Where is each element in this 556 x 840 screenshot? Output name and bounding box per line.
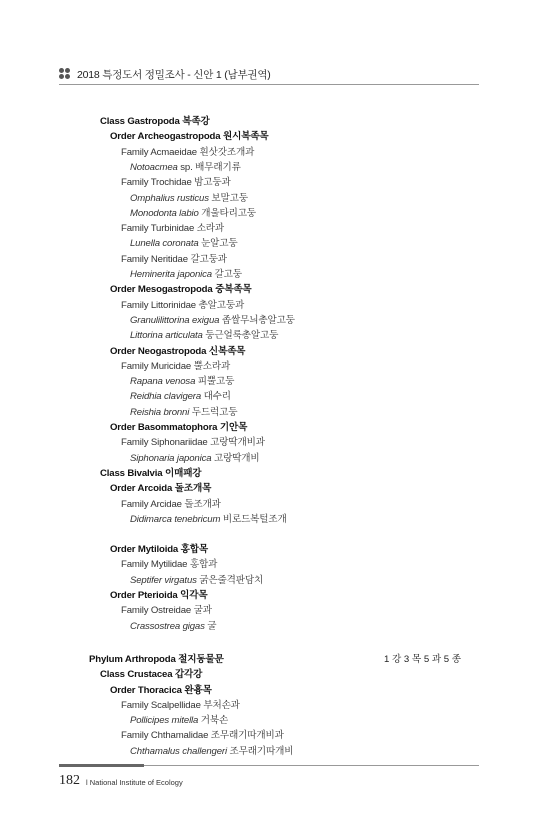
taxon-korean-name: 원시복족목 bbox=[222, 131, 269, 143]
taxon-name: Family Neritidae bbox=[121, 253, 188, 265]
taxon-line bbox=[130, 746, 293, 758]
taxon-line bbox=[130, 315, 295, 327]
taxon-line bbox=[121, 700, 240, 712]
taxon-korean-name: 피뿔고둥 bbox=[197, 376, 235, 388]
taxon-line bbox=[110, 131, 269, 143]
taxon-korean-name: 갑각강 bbox=[174, 669, 203, 681]
taxon-korean-name: 완흉목 bbox=[184, 684, 212, 696]
taxon-korean-name: 총알고둥과 bbox=[198, 299, 245, 311]
taxon-line bbox=[110, 590, 207, 602]
taxon-line bbox=[89, 654, 224, 666]
taxon-line bbox=[110, 544, 208, 556]
taxon-korean-name: 좁쌀무늬총알고둥 bbox=[221, 314, 295, 326]
taxon-line bbox=[121, 559, 217, 571]
taxon-korean-name: 갈고둥 bbox=[214, 269, 242, 280]
taxon-korean-name: 이매패강 bbox=[164, 467, 202, 479]
taxon-name: Crassostrea gigas bbox=[130, 620, 205, 632]
taxon-name: Monodonta labio bbox=[130, 207, 199, 219]
taxon-korean-name: 기안목 bbox=[219, 422, 248, 433]
taxon-line bbox=[130, 575, 263, 587]
page-number: 182 bbox=[59, 773, 80, 788]
taxon-name: Family Acmaeidae bbox=[121, 146, 197, 158]
taxon-name: Family Littorinidae bbox=[121, 299, 196, 311]
taxon-korean-name: 둥근얼룩총알고둥 bbox=[205, 330, 279, 342]
taxon-korean-name: 보말고둥 bbox=[211, 192, 248, 204]
taxon-korean-name: 거북손 bbox=[200, 715, 229, 727]
taxon-name: Family Mytilidae bbox=[121, 559, 188, 571]
taxon-korean-name: 개울타리고둥 bbox=[201, 207, 256, 219]
taxon-name: Order Pterioida bbox=[110, 590, 178, 601]
taxon-line bbox=[121, 254, 227, 266]
taxon-name: Order Mesogastropoda bbox=[110, 284, 213, 296]
taxon-line bbox=[130, 391, 231, 403]
taxon-korean-name: 소라과 bbox=[196, 223, 225, 235]
taxon-name: Omphalius rusticus bbox=[130, 192, 209, 204]
taxon-korean-name: 부처손과 bbox=[203, 699, 240, 711]
taxon-name: Septifer virgatus bbox=[130, 574, 197, 586]
taxon-korean-name: 홍합목 bbox=[180, 544, 208, 556]
taxon-name: Chthamalus challengeri bbox=[130, 745, 227, 757]
taxon-line bbox=[110, 422, 247, 434]
taxon-name: Order Archeogastropoda bbox=[110, 131, 221, 143]
taxon-name: Order Mytiloida bbox=[110, 544, 179, 556]
taxon-korean-name: 굵은줄격판담치 bbox=[199, 574, 264, 586]
taxon-name: Reishia bronni bbox=[130, 406, 190, 418]
taxon-korean-name: 돌조개목 bbox=[174, 483, 212, 495]
taxon-line bbox=[121, 147, 254, 159]
footer-text: l National Institute of Ecology bbox=[86, 778, 183, 787]
taxon-line bbox=[110, 346, 245, 358]
taxon-line bbox=[130, 208, 256, 220]
header-title: 2018 특정도서 정밀조사 - 신안 1 (남부권역) bbox=[77, 69, 271, 81]
taxon-korean-name: 고랑딱개비 bbox=[213, 452, 260, 464]
taxon-name: Family Muricidae bbox=[121, 360, 192, 372]
taxon-name: Lunella coronata bbox=[130, 238, 199, 250]
taxon-line bbox=[130, 193, 248, 205]
taxon-korean-name: 조무래기따개비과 bbox=[210, 730, 284, 742]
taxon-name: Class Crustacea bbox=[100, 669, 173, 681]
taxon-line bbox=[121, 300, 244, 312]
taxon-korean-name: 고랑딱개비과 bbox=[210, 437, 265, 449]
taxon-name: Order Thoracica bbox=[110, 684, 182, 696]
taxon-korean-name: 절지동물문 bbox=[178, 653, 224, 665]
taxon-name: Order Neogastropoda bbox=[110, 345, 207, 357]
taxon-line bbox=[100, 468, 201, 480]
taxon-line bbox=[121, 223, 224, 235]
taxon-korean-name: 익각목 bbox=[180, 590, 208, 601]
taxon-line bbox=[121, 605, 212, 617]
taxon-korean-name: 돌조개과 bbox=[184, 498, 221, 510]
taxon-korean-name: 중복족목 bbox=[215, 284, 252, 296]
taxon-name: Family Siphonariidae bbox=[121, 437, 208, 449]
taxon-name: Didimarca tenebricum bbox=[130, 513, 221, 525]
taxon-name: Family Turbinidae bbox=[121, 223, 195, 235]
taxon-name: Phylum Arthropoda bbox=[89, 653, 176, 665]
taxon-korean-name: 홍합과 bbox=[189, 559, 218, 571]
taxon-line bbox=[110, 685, 212, 697]
footer-rule-accent bbox=[59, 764, 144, 767]
taxon-name: Heminerita japonica bbox=[130, 269, 212, 280]
taxon-suffix: sp. bbox=[177, 161, 193, 173]
taxon-korean-name: 대수리 bbox=[203, 391, 231, 403]
taxon-name: Family Chthamalidae bbox=[121, 730, 209, 742]
taxon-line bbox=[130, 514, 287, 526]
running-header bbox=[59, 66, 479, 82]
taxon-name: Family Scalpellidae bbox=[121, 699, 201, 711]
taxon-line bbox=[130, 330, 278, 342]
taxon-korean-name: 신복족목 bbox=[208, 345, 246, 357]
taxon-line bbox=[100, 116, 210, 128]
taxon-korean-name: 밤고둥과 bbox=[194, 177, 231, 189]
taxon-name: Littorina articulata bbox=[130, 330, 203, 342]
taxon-name: Family Ostreidae bbox=[121, 605, 192, 617]
taxon-name: Granulilittorina exigua bbox=[130, 314, 220, 326]
taxon-name: Pollicipes mitella bbox=[130, 715, 199, 727]
taxon-korean-name: 굴과 bbox=[193, 605, 212, 617]
taxon-name: Class Bivalvia bbox=[100, 467, 163, 479]
taxon-name: Family Arcidae bbox=[121, 498, 182, 510]
taxon-line bbox=[130, 162, 241, 174]
taxon-korean-name: 두드럭고둥 bbox=[191, 406, 238, 418]
taxon-korean-name: 눈알고둥 bbox=[201, 238, 238, 250]
footer-rule bbox=[144, 765, 479, 766]
taxon-korean-name: 갈고둥과 bbox=[190, 253, 227, 265]
taxon-korean-name: 뿔소라과 bbox=[193, 360, 231, 372]
taxon-name: Class Gastropoda bbox=[100, 116, 180, 127]
taxon-name: Notoacmea bbox=[130, 161, 178, 173]
taxon-line bbox=[110, 284, 252, 296]
taxon-name: Rapana venosa bbox=[130, 376, 196, 388]
taxon-line bbox=[100, 669, 202, 681]
taxon-korean-name: 흰삿갓조개과 bbox=[199, 146, 255, 158]
taxon-name: Siphonaria japonica bbox=[130, 452, 212, 464]
taxon-korean-name: 배무래기류 bbox=[195, 161, 241, 173]
header-rule bbox=[59, 84, 479, 85]
taxon-line bbox=[130, 453, 260, 465]
taxon-line bbox=[130, 238, 238, 250]
taxon-korean-name: 조무래기따개비 bbox=[229, 745, 294, 757]
taxon-line bbox=[130, 621, 216, 633]
taxon-line bbox=[130, 715, 228, 727]
taxon-line bbox=[121, 177, 231, 189]
taxon-name: Order Basommatophora bbox=[110, 422, 218, 433]
taxon-korean-name: 굴 bbox=[207, 620, 217, 632]
taxon-name: Reidhia clavigera bbox=[130, 391, 202, 403]
taxon-korean-name: 복족강 bbox=[182, 116, 210, 127]
taxon-line bbox=[121, 499, 221, 511]
taxon-line bbox=[121, 361, 230, 373]
taxon-line bbox=[121, 730, 284, 742]
taxon-name: Order Arcoida bbox=[110, 483, 173, 495]
taxon-line bbox=[130, 269, 242, 281]
taxon-line bbox=[130, 376, 234, 388]
header-dots-icon bbox=[59, 68, 73, 80]
taxon-line bbox=[130, 407, 237, 419]
taxon-name: Family Trochidae bbox=[121, 177, 192, 189]
taxon-line bbox=[121, 437, 265, 449]
taxon-count: 1 강 3 목 5 과 5 종 bbox=[384, 653, 462, 665]
taxon-korean-name: 비로드복털조개 bbox=[222, 513, 287, 525]
taxon-line bbox=[110, 483, 211, 495]
